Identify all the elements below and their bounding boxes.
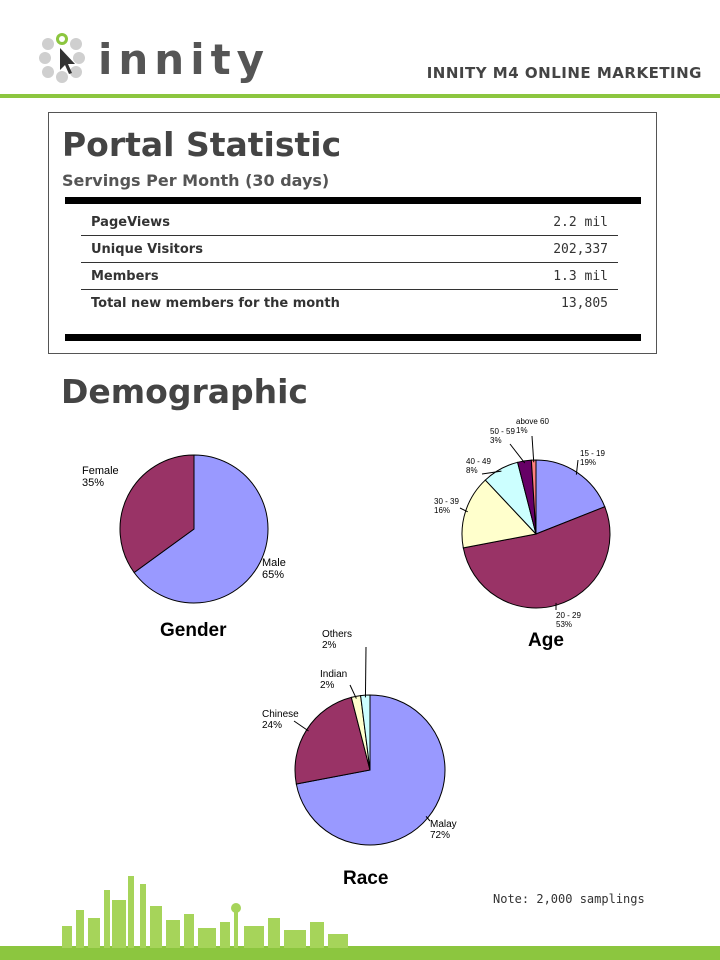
race-chart-title: Race [343,868,389,889]
slice-label: 20 - 29 [556,611,581,620]
brand-title: INNITY M4 ONLINE MARKETING [426,64,702,82]
slice-percent: 35% [82,477,105,489]
leader-line [294,721,309,731]
logo-wordmark: innity [98,35,271,84]
row-label: Unique Visitors [81,236,501,263]
slice-label: Indian [320,669,348,680]
gender-chart-title: Gender [160,620,227,641]
slice-label: Others [322,629,353,640]
slice-percent: 16% [434,506,451,515]
slice-percent: 1% [516,426,528,435]
table-row [81,209,618,236]
slice-label: Malay [430,819,457,830]
slice-percent: 53% [556,620,573,629]
slice-percent: 3% [490,436,502,445]
row-value: 1.3 mil [501,263,618,290]
slice-percent: 2% [320,680,335,691]
row-label: Total new members for the month [91,295,340,311]
row-value: 2.2 mil [501,209,618,236]
slice-percent: 8% [466,466,478,475]
stats-table [81,209,618,316]
slice-label: Chinese [262,709,299,720]
portal-statistic-panel [48,112,657,354]
slice-label: above 60 [516,417,549,426]
race-pie-chart [250,625,490,860]
demographic-heading: Demographic [61,372,308,411]
slice-percent: 19% [580,458,597,467]
age-chart-title: Age [528,630,564,651]
city-skyline-icon [0,870,720,960]
leader-line [510,444,525,463]
slice-percent: 24% [262,720,283,731]
age-pie-chart [420,412,660,632]
slice-percent: 65% [262,569,285,581]
panel-title: Portal Statistic [62,125,342,164]
bottom-rule [65,334,641,341]
row-value: 13,805 [561,295,608,311]
slice-label: Male [262,557,286,569]
leader-line [365,647,366,697]
sampling-note: Note: 2,000 samplings [493,892,645,906]
slice-label: 15 - 19 [580,449,605,458]
slice-label: Female [82,465,119,477]
table-row [81,290,618,317]
slice-label: 50 - 59 [490,427,515,436]
panel-subtitle: Servings Per Month (30 days) [62,171,330,190]
top-rule [65,197,641,204]
table-row [81,236,618,263]
row-label: Members [81,263,501,290]
row-label: PageViews [81,209,501,236]
slice-percent: 72% [430,830,451,841]
leader-line [532,436,534,462]
gender-pie-chart [70,440,300,620]
slice-label: 30 - 39 [434,497,459,506]
table-row [81,263,618,290]
slice-percent: 2% [322,640,337,651]
header-accent-bar [0,94,720,98]
row-value: 202,337 [501,236,618,263]
slice-label: 40 - 49 [466,457,491,466]
